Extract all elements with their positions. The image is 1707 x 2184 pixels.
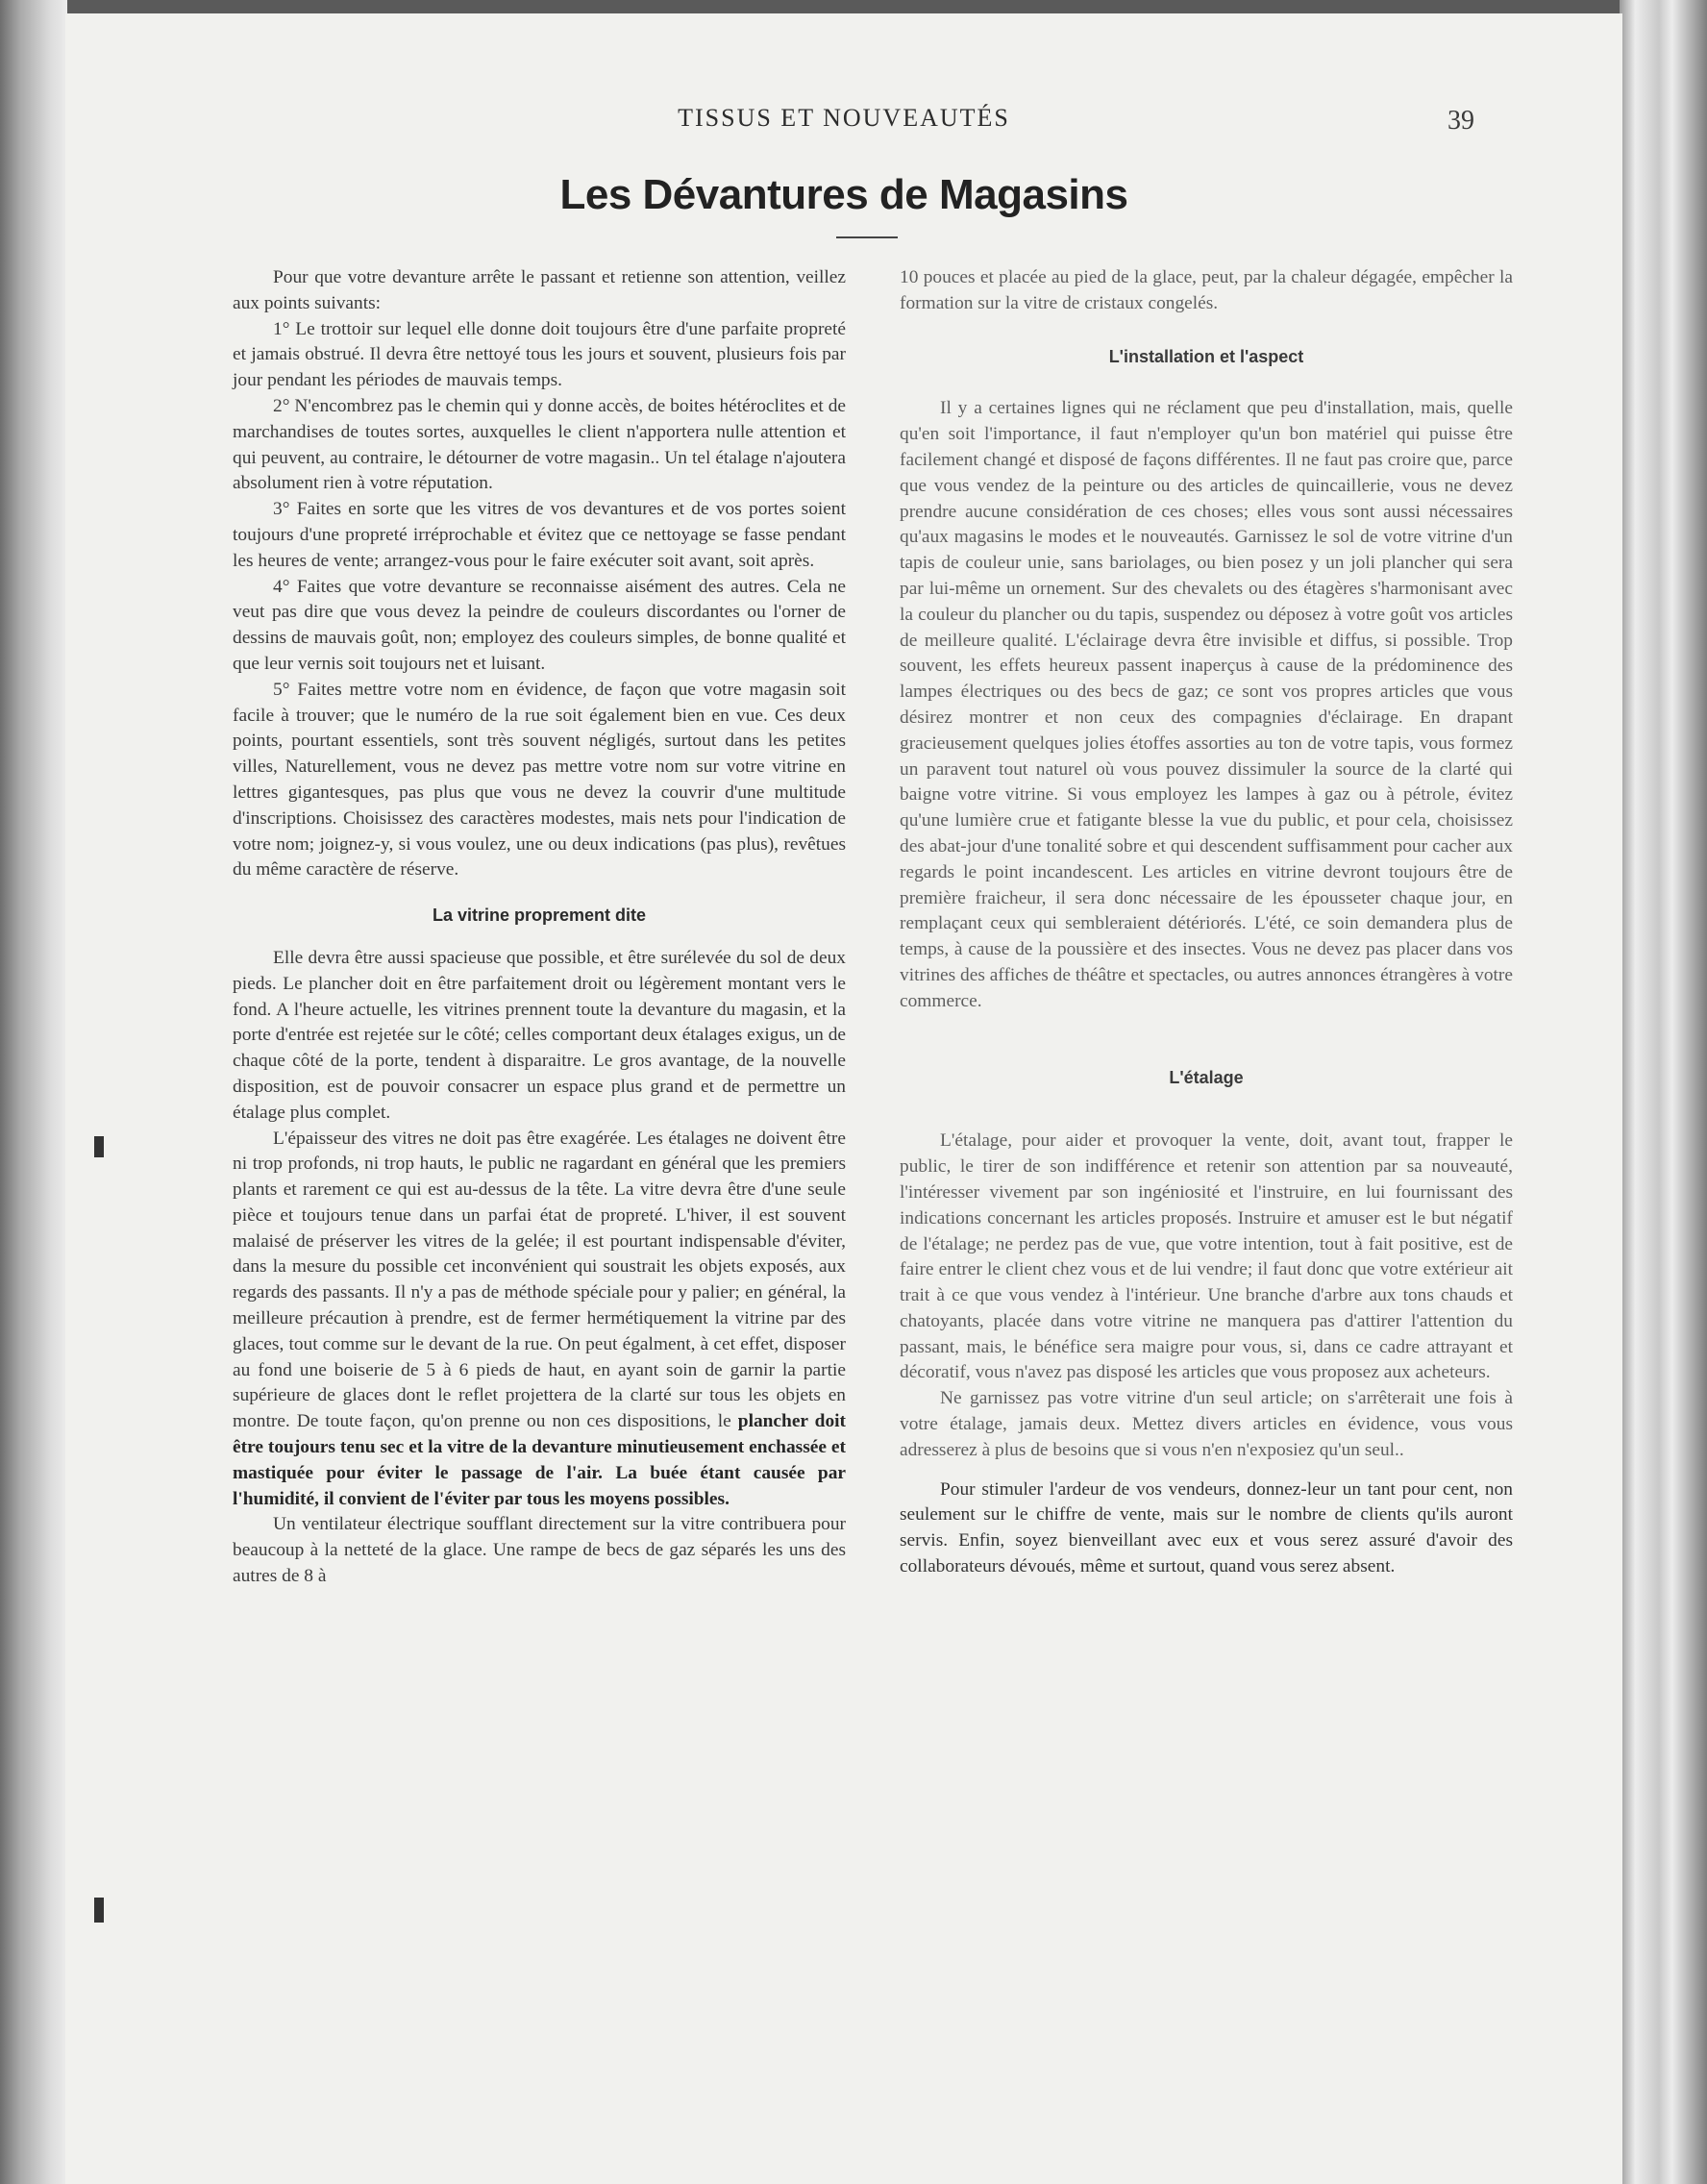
vitrine-paragraph-1: Elle devra être aussi spacieuse que possible, et être surélevée du sol de deux pieds. Le plancher doit en être parfaitement droit ou légèrement montant vers le fond. A l'heure actuelle, les vitrines prennent toute la devanture du magasin, et la porte d'entrée est rejetée sur le côté; celles comportant deux étalages exigus, un de chaque côté de la porte, tendent à disparaitre. Le gros avantage, de la nouvelle disposition, est de pouvoir consacrer un espace plus grand et de permettre un étalage plus complet.	[233, 947, 846, 1123]
section-heading-vitrine: La vitrine proprement dite	[432, 906, 647, 926]
vitrine-paragraph-2-text: L'épaisseur des vitres ne doit pas être exagérée. Les étalages ne doivent être ni trop profonds, ni trop hauts, le public ne ragardant en général que les premiers plants et rarement ce qui est au-dessus de la tête. La vitre devra être d'une seule pièce et toujours tenue dans un parfai état de propreté. L'hiver, il est souvent malaisé de préserver les vitres de la gelée; il est pourtant indispensable d'éviter, dans la mesure du possible cet inconvénient qui soustrait les objets exposés, aux regards des passants. Il n'y a pas de méthode spéciale pour y palier; en général, la meilleure précaution à prendre, est de fermer hermétiquement la vitrine par des glaces, tout comme sur le devant de la rue. On peut égalment, à cet effet, disposer au fond une boiserie de 5 à 6 pieds de haut, en ayant soin de garnir la partie supérieure de glaces dont le reflet projettera de la clarté sur tous les objets en montre. De toute façon, qu'on prenne ou non ces dispositions, le	[233, 1128, 846, 1432]
vitrine-paragraph-2-bold: plancher doit être toujours tenu sec et la vitre de la devanture minutieusement enchassée et mastiquée pour éviter le passage de l'air. La buée étant causée par l'humidité, il convient de l'éviter par tous les moyens possibles.	[233, 1411, 847, 1509]
vitrine-paragraph-3: Un ventilateur électrique soufflant directement sur la vitre contribuera pour beaucoup à la netteté de la glace. Une rampe de becs de gaz séparés les uns des autres de 8 à	[233, 1514, 846, 1587]
left-column	[233, 265, 846, 1590]
section-heading-etalage: L'étalage	[1169, 1067, 1244, 1087]
running-head: TISSUS ET NOUVEAUTÉS	[678, 104, 1010, 132]
section-heading-installation: L'installation et l'aspect	[1108, 346, 1304, 366]
point-1: 1° Le trottoir sur lequel elle donne doit toujours être d'une parfaite propreté et jamais obstrué. Il devra être nettoyé tous les jours et souvent, plusieurs fois par jour pendant les périodes de mauvais temps.	[233, 318, 846, 391]
etalage-paragraph-1: L'étalage, pour aider et provoquer la vente, doit, avant tout, frapper le public, le tirer de son indifférence et retenir son attention par sa nouveauté, l'intéresser vivement par son ingéniosité et l'instruire, en lui fournissant des indications concernant les articles proposés. Instruire et amuser est le but négatif de l'étalage; ne perdez pas de vue, que votre intention, tout à fait positive, est de faire entrer le client chez vous et de lui vendre; il faut donc que votre extérieur ait trait à ce que vous vendez à l'intérieur. Une branche d'arbre aux tons chauds et chatoyants, placée dans votre vitrine ne manquera pas d'attirer l'attention du passant, mais, le bénéfice sera maigre pour vous, si, dans ce cadre attrayant et décoratif, vous n'avez pas disposé les articles que vous proposez aux acheteurs.	[900, 1130, 1513, 1383]
continued-paragraph: 10 pouces et placée au pied de la glace, peut, par la chaleur dégagée, empêcher la formation sur la vitre de cristaux congelés.	[900, 267, 1513, 313]
article-title: Les Dévantures de Magasins	[559, 171, 1128, 218]
scan-top-edge	[0, 0, 1707, 13]
point-5: 5° Faites mettre votre nom en évidence, de façon que votre magasin soit facile à trouver; que le numéro de la rue soit également bien en vue. Ces deux points, pourtant essentiels, sont très souvent négligés, surtout dans les petites villes, Naturellement, vous ne devez pas mettre votre nom sur votre vitrine en lettres gigantesques, pas plus que vous ne devez la couvrir d'une multitude d'inscriptions. Choisissez des caractères modestes, mais nets pour l'indication de votre nom; joignez-y, si vous voulez, une ou deux indications (pas plus), revêtues du même caractère de réserve.	[233, 679, 846, 881]
intro-paragraph: Pour que votre devanture arrête le passant et retienne son attention, veillez aux points suivants:	[233, 267, 846, 313]
scan-right-edge	[1620, 0, 1707, 2184]
margin-binding-mark	[94, 1136, 104, 1157]
vitrine-paragraph-2	[233, 1127, 846, 1513]
right-column	[900, 265, 1513, 1580]
etalage-paragraph-2: Ne garnissez pas votre vitrine d'un seul article; on s'arrêterait une fois à votre étalage, jamais deux. Mettez divers articles en évidence, vous vous adresserez à plus de besoins que si vous n'en n'exposiez qu'un seul..	[900, 1388, 1513, 1460]
page-sheet	[65, 13, 1622, 2184]
point-3: 3° Faites en sorte que les vitres de vos devantures et de vos portes soient toujours d'une propreté irréprochable et évitez que ce nettoyage se fasse pendant les heures de vente; arrangez-vous pour le faire exécuter soit avant, soit après.	[233, 499, 846, 571]
point-2: 2° N'encombrez pas le chemin qui y donne accès, de boites hétéroclites et de marchandises de toutes sortes, auxquelles le client n'apportera nulle attention et qui peuvent, au contraire, le détourner de votre magasin.. Un tel étalage n'ajoutera absolument rien à votre réputation.	[233, 395, 846, 494]
scan-left-edge	[0, 0, 67, 2184]
page-number: 39	[1447, 106, 1474, 136]
installation-paragraph: Il y a certaines lignes qui ne réclament que peu d'installation, mais, quelle qu'en soit l'importance, il faut n'employer qu'un bon matériel qui puisse être facilement changé et disposé de façons différentes. Il ne faut pas croire que, parce que vous vendez de la peinture ou des articles de quincaillerie, vous ne devez prendre aucune considération de ces choses; elles vous sont aussi nécessaires qu'aux magasins le modes et le nouveautés. Garnissez le sol de votre vitrine d'un tapis de couleur unie, sans bariolages, ou bien posez y un joli plancher qui sera par lui-même un ornement. Sur des chevalets ou des étagères s'harmonisant avec la couleur du plancher ou du tapis, suspendez ou déposez à votre goût vos articles de meilleure qualité. L'éclairage devra être invisible et diffus, si possible. Trop souvent, les effets heureux passent inaperçus à cause de la prédominence des lampes électriques ou des becs de gaz; ce sont vos propres articles que vous désirez montrer et non ceux des compagnies d'éclairage. En drapant gracieusement quelques jolies étoffes assorties au ton de votre tapis, vous formez un paravent tout naturel où vous pouvez dissimuler la source de la clarté qui baigne votre vitrine. Si vous employez les lampes à gaz ou à pétrole, évitez qu'une lumière crue et fatigante blesse la vue du public, et pour cela, choisissez des abat-jour d'une tonalité sobre et qui descendent suffisamment pour cacher aux regards le point incandescent. Les articles en vitrine devront toujours être de première fraicheur, il sera donc nécessaire de les épousseter chaque jour, en remplaçant ceux qui sembleraient détériorés. L'été, ce soin demandera plus de temps, à cause de la poussière et des insectes. Vous ne devez pas placer dans vos vitrines des affiches de théâtre et spectacles, ou autres annonces étrangères à votre commerce.	[900, 398, 1513, 1011]
margin-binding-mark	[94, 1898, 104, 1923]
etalage-paragraph-3: Pour stimuler l'ardeur de vos vendeurs, donnez-leur un tant pour cent, non seulement sur le chiffre de vente, mais sur le nombre de clients qu'ils auront servis. Enfin, soyez bienveillant avec eux et vous serez assuré d'avoir des collaborateurs dévoués, même et surtout, quand vous serez absent.	[900, 1478, 1513, 1577]
point-4: 4° Faites que votre devanture se reconnaisse aisément des autres. Cela ne veut pas dire que vous devez la peindre de couleurs discordantes ou l'orner de dessins de mauvais goût, non; employez des couleurs simples, de bonne qualité et que leur vernis soit toujours net et luisant.	[233, 576, 846, 674]
title-rule	[836, 236, 898, 238]
